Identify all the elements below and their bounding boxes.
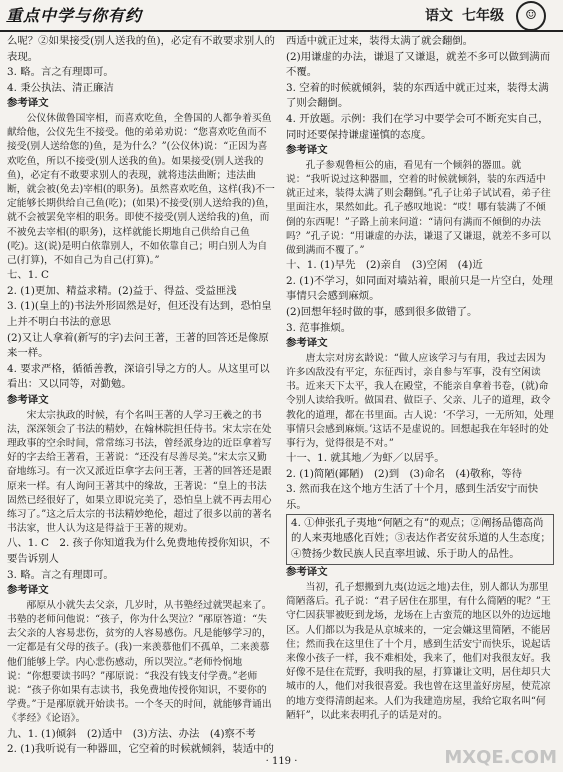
translation-paragraph: 当初，孔子想搬到九夷(边远之地)去住，别人都认为那里简陋落后。孔子说：“君子居住在那里，有什么简陋的呢？”王守仁因获罪被贬到龙场，龙场在上古蛮荒的地区以外的边远地区。人们都以为我是从京城来的，一定会嫌这里简陋，不能居住；然而我在这里住了十个月，感到生活安宁而快乐，说起话来像小孩子一样，我不难相处，我来了，他们对我很友好。我好像不是住在荒野，我明我的屋，打算谦让文明，居住却只大城市的人，他们对我很喜爱。我也曾在这里盖好房屋，使荒凉的地方变得清朗起来。人们为我建造房屋，我给它取名叫“何陋轩”，以此来表明孔子的话是对的。: [286, 581, 551, 721]
section-heading: 参考译文: [7, 584, 49, 597]
translation-paragraph: 唐太宗对房玄龄说：“做人应该学习与有用，我过去因为许多凶敌没有平定，东征西讨，亲自参与军事，没有空闲读书。近来天下太平，我人在殿堂，不能亲自拿着书卷，(就)命令别人读给我听。做国君、做臣子、父亲、儿子的道理，政令教化的道理，都在书里面。古人说：‘不学习，一无所知，处理事情只会感到麻烦。’这话不是虚说的。回想起我在年轻时的处事行为，觉得很是不对。”: [286, 352, 554, 449]
answer-line: 3. (1)(皇上的)书法外形固然是好，但还没有达到，恐怕皇上并不明白书法的意思: [7, 300, 272, 328]
translation-paragraph: 孔子参观鲁桓公的庙，看见有一个倾斜的器皿。就说：“我听说过这种器皿，空着的时候就倾斜，装的东西适中就正过来，装得太满了则会翻倒。”孔子让弟子试试看，弟子往里面注水，果然如此。孔子感叹地说：“哎！哪有装满了不倾倒的东西呢！”子路上前来问道：“请问有满而不倾倒的办法吗？”孔子说：“用谦虚的办法，谦退了又谦退，就差不多可以做到满而不覆了。”: [286, 159, 551, 256]
answer-line: 九、1. (1)倾斜 (2)适中 (3)方法、办法 (4)察不考: [7, 727, 256, 740]
grade-label: 七年级: [462, 8, 504, 24]
answer-line: 3. 然而我在这个地方生活了十个月，感到生活安宁而快乐。: [286, 483, 539, 511]
watermark: MXQE.COM: [444, 747, 557, 768]
translation-paragraph: 公仪休做鲁国宰相，而喜欢吃鱼，全鲁国的人都争着买鱼献给他，公仪先生不接受。他的弟弟劝说：“您喜欢吃鱼而不接受(别人送给您的)鱼，是为什么？”(公仪休)说：“正因为喜欢吃鱼，所以不接受(别人送我的鱼)。如果接受(别人送我的鱼)，必定有不敢要求别人的表现，就将违法曲断；违法曲断，就会被(免去)宰相(的职务)。虽然喜欢吃鱼，这样(我)不一定能够长期供给自己鱼(吃)；(如果)不接受(别人送给我的)鱼，就不会被罢免宰相的职务。即使不接受(别人送给我的)鱼，而不被免去宰相(的职务)，这样就能长期地自己供给自己鱼(吃)。这(说)是明白依靠别人，不如依靠自己；明白别人为自己(打算)，不如自己为自己(打算)。”: [7, 112, 275, 266]
answer-line: 西适中就正过来，装得太满了就会翻倒。: [286, 35, 474, 47]
answer-line: 4. 秉公执法、清正廉洁: [7, 81, 114, 94]
section-heading: 参考译文: [286, 566, 328, 579]
section-heading: 参考译文: [7, 97, 49, 110]
answer-line: 3. 范事推烦。: [286, 321, 352, 334]
left-column: [7, 34, 275, 758]
answer-line: 3. 空着的时候就倾斜，装的东西适中就正过来，装得太满了则会翻倒。: [286, 81, 549, 110]
answer-line: 十一、1. 就其地／为虾／以居乎。: [286, 452, 445, 465]
translation-paragraph: 邴原从小就失去父亲，几岁时，从书塾经过就哭起来了。书塾的老师问他说：“孩子，你为什么哭泣？”邴原答道：“失去父亲的人容易悲伤，贫穷的人容易感伤。凡是能够学习的，一定都是有父母的孩子。(我)一来羡慕他们不孤单，二来羡慕他们能够上学。内心悲伤感动，所以哭泣。”老师怜悯地说：“你想要读书吗？”邴原说：“我没有钱支付学费。”老师说：“孩子你如果有志读书，我免费地传授你知识，不要你的学费。”于是邴原就开始读书。一个冬天的时间，就能够背诵出《孝经》《论语》。: [7, 599, 272, 725]
answer-line: 4. 要求严格，循循善教，深谙引导之方的人。从这里可以看出：又以同等，对勤勉。: [7, 362, 270, 391]
answer-line: 2. (1)更加、精益求精。(2)益于、得益、受益匪浅: [7, 284, 237, 297]
answer-line: (2)用谦虚的办法，谦退了又谦退，就差不多可以做到满而不覆。: [286, 50, 551, 79]
right-column: [286, 34, 554, 723]
section-heading: 参考译文: [286, 337, 328, 350]
answer-line: (2)又让人拿着(新写的字)去问王著，王著的回答还是像原来一样。: [7, 331, 269, 360]
translation-paragraph: 宋太宗执政的时候，有个名叫王著的人学习王羲之的书法，深深领会了书法的精妙，在翰林院担任侍书。宋太宗在处理政事的空余时间，常常练习书法，曾经派身边的近臣拿着写好的字去给王著看，王著说：“还没有尽善尽美。”宋太宗又勤奋地练习。有一次又派近臣拿字去问王著，王著的回答还是跟原来一样。有人询问王著其中的缘故，王著说：“皇上的书法固然已经很好了，如果立即说完美了，恐怕皇上就不再去用心练习了。”这之后太宗的书法精妙绝伦，超过了很多以前的著名书法家，世人认为这是得益于王著的规劝。: [7, 409, 272, 535]
brand-title: 重点中学与你有约: [6, 6, 143, 25]
answer-line: 2. (1)不学习，如同面对墙站着，眼前只是一片空白，处理事情只会感到麻烦。: [286, 274, 553, 303]
answer-line: 十、1. (1)早先 (2)亲自 (3)空闲 (4)近: [286, 259, 483, 272]
subject-label: 语文: [425, 8, 453, 24]
answer-line: (2)回想年轻时做的事，感到很多做错了。: [286, 305, 478, 318]
page-header: [0, 0, 563, 32]
answer-line: 4. 开放题。示例：我们在学习中要学会可不断充实自己，同时还要保持谦虚谨慎的态度。: [286, 112, 549, 141]
section-heading: 参考译文: [286, 144, 328, 157]
emblem-icon: ☺: [516, 1, 546, 31]
answer-line: 3. 略。言之有理即可。: [7, 66, 114, 79]
page-number: · 119 ·: [265, 756, 298, 767]
answer-line: 么呢？②如果接受(别人送我的鱼)，必定有不敢要求别人的表现。: [7, 35, 275, 63]
section-heading: 参考译文: [7, 393, 49, 406]
answer-line: 3. 略。言之有理即可。: [7, 568, 114, 581]
answer-line: 2. (1)简陋(鄙陋) (2)到 (3)命名 (4)敬称，等待: [286, 467, 523, 480]
answer-line: 七、1. C: [7, 269, 49, 282]
answer-line: 2. (1)我听说有一种器皿，它空着的时候就倾斜，装适中的: [7, 743, 274, 756]
answer-line: 八、1. C 2. 孩子你知道我为什么免费地传授你知识，不要告诉别人: [7, 537, 270, 565]
answer-line: 4. ①伸张孔子夷地“何陋之有”的观点；②阐扬品德高尚的人来夷地感化百姓；③表达作者安贫乐道的人生态度；④赞扬少数民族人民直率坦诚、乐于助人的品性。: [286, 514, 554, 566]
